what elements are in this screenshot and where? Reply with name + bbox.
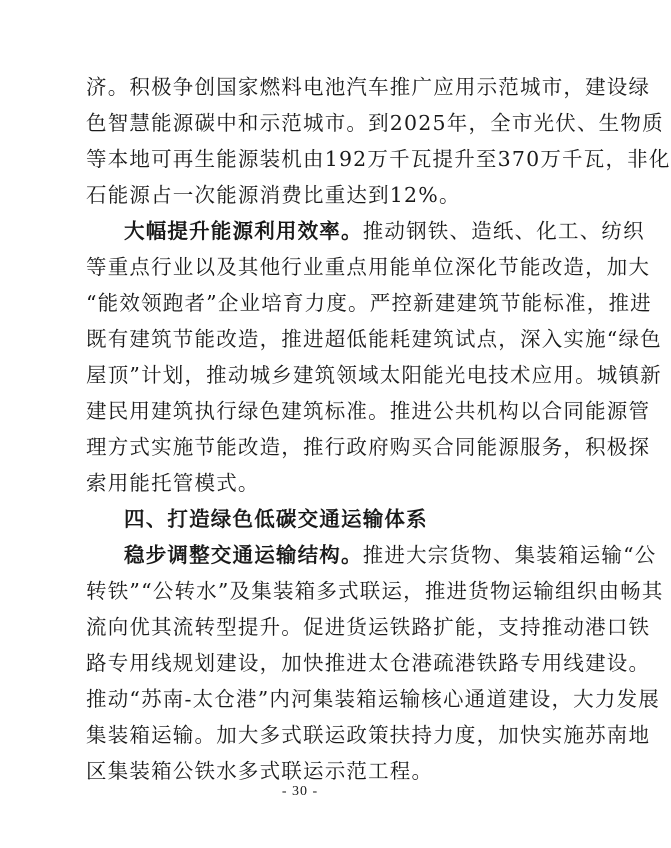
paragraph-line: 路专用线规划建设，加快推进太仓港疏港铁路专用线建设。 xyxy=(86,651,651,675)
paragraph-lead-bold: 大幅提升能源利用效率。 xyxy=(124,219,363,243)
paragraph-line: 索用能托管模式。 xyxy=(86,471,260,495)
paragraph-line: 集装箱运输。加大多式联运政策扶持力度，加快实施苏南地 xyxy=(86,723,651,747)
paragraph-line: 色智慧能源碳中和示范城市。到2025年，全市光伏、生物质 xyxy=(86,111,664,135)
paragraph-line: 理方式实施节能改造，推行政府购买合同能源服务，积极探 xyxy=(86,435,651,459)
paragraph-line: 济。积极争创国家燃料电池汽车推广应用示范城市，建设绿 xyxy=(86,75,651,99)
paragraph-line: 流向优其流转型提升。促进货运铁路扩能，支持推动港口铁 xyxy=(86,615,651,639)
paragraph-line: 石能源占一次能源消费比重达到12%。 xyxy=(86,183,461,207)
section-heading: 四、打造绿色低碳交通运输体系 xyxy=(124,507,428,531)
paragraph-line: 区集装箱公铁水多式联运示范工程。 xyxy=(86,759,434,783)
paragraph-line: 等重点行业以及其他行业重点用能单位深化节能改造，加大 xyxy=(86,255,651,279)
page-number: - 30 - xyxy=(281,784,319,799)
paragraph-line: 建民用建筑执行绿色建筑标准。推进公共机构以合同能源管 xyxy=(86,399,651,423)
paragraph-line: 推动“苏南-太仓港”内河集装箱运输核心通道建设，大力发展 xyxy=(86,687,660,711)
paragraph-line: 等本地可再生能源装机由192万千瓦提升至370万千瓦，非化 xyxy=(86,147,671,171)
paragraph-first-line xyxy=(124,542,657,568)
paragraph-line: 转铁”“公转水”及集装箱多式联运，推进货物运输组织由畅其 xyxy=(86,579,664,603)
paragraph-first-line xyxy=(124,218,645,244)
paragraph-line: “能效领跑者”企业培育力度。严控新建建筑节能标准，推进 xyxy=(86,291,652,315)
paragraph-line: 既有建筑节能改造，推进超低能耗建筑试点，深入实施“绿色 xyxy=(86,327,662,351)
paragraph-text: 推进大宗货物、集装箱运输“公 xyxy=(362,543,657,567)
paragraph-text: 推动钢铁、造纸、化工、纺织 xyxy=(362,219,645,243)
paragraph-line: 屋顶”计划，推动城乡建筑领域太阳能光电技术应用。城镇新 xyxy=(86,363,662,387)
paragraph-lead-bold: 稳步调整交通运输结构。 xyxy=(124,543,363,567)
